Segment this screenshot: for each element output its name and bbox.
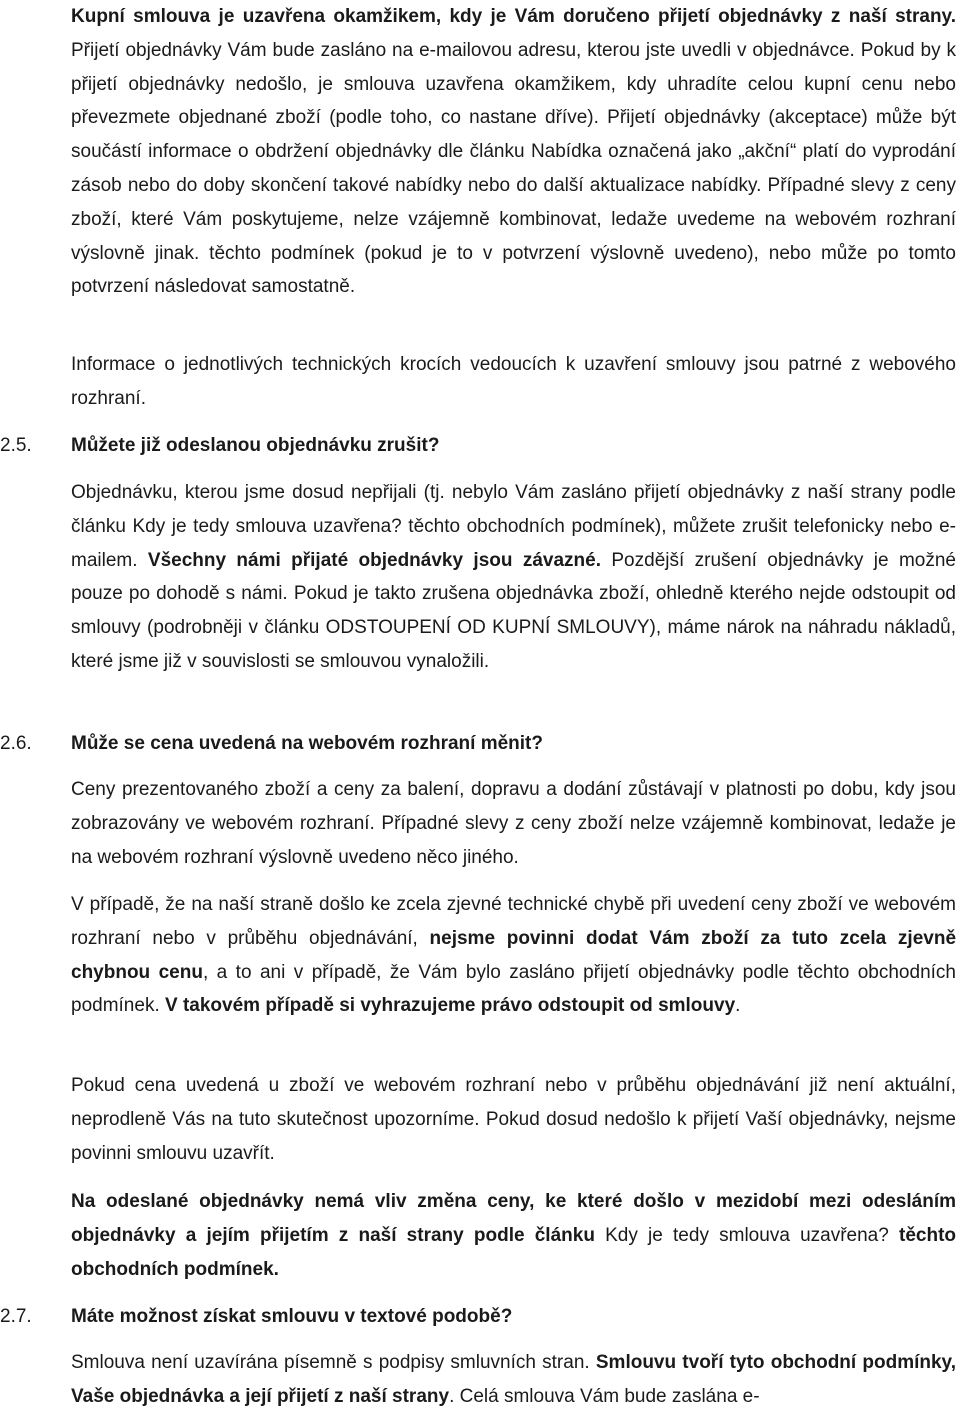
text: Smlouva není uzavírána písemně s podpisy smluvních stran.	[71, 1352, 596, 1373]
section-number: 2.5.	[0, 435, 32, 456]
paragraph-order-cancellation	[71, 476, 956, 679]
text: Kdy je tedy smlouva uzavřena?	[594, 1224, 899, 1246]
bold-text: Smlouvu tvoří tyto obchodní podmínky, Vaše objednávka a její přijetí z naší strany	[71, 1352, 956, 1407]
section-title: Může se cena uvedená na webovém rozhraní měnit?	[71, 733, 543, 754]
section-title: Můžete již odeslanou objednávku zrušit?	[71, 435, 440, 456]
paragraph-price-outdated: Pokud cena uvedená u zboží ve webovém rozhraní nebo v průběhu objednávání již není aktuální, neprodleně Vás na tuto skutečnost upozorníme. Pokud dosud nedošlo k přijetí Vaší objednávky, nejsme povinni smlouvu uzavřít.	[71, 1075, 956, 1164]
bold-text: těchto obchodních podmínek.	[71, 1224, 956, 1280]
section-title: Máte možnost získat smlouvu v textové podobě?	[71, 1306, 513, 1327]
text: Pozdější zrušení objednávky je možné pouze po dohodě s námi. Pokud je takto zrušena objednávka zboží, ohledně kterého nejde odstoupit od smlouvy (podrobněji v článku ODSTOUPENÍ OD KUPNÍ SMLOUVY), máme nárok na náhradu nákladů, které jsme již v souvislosti se smlouvou vynaložili.	[71, 549, 956, 672]
text: Přijetí objednávky (akceptace) může být součástí informace o obdržení objednávky dle článku Nabídka označená jako „akční“ platí do vyprodání zásob nebo do doby skončení takové nabídky nebo do další aktualizace nabídky. Případné slevy z ceny zboží, které Vám poskytujeme, nelze vzájemně kombinovat, ledaže uvedeme na webovém rozhraní výslovně jinak. těchto podmínek (pokud je to v potvrzení výslovně uvedeno), nebo může po tomto potvrzení následovat samostatně.	[71, 107, 956, 298]
paragraph-contract-conclusion	[71, 0, 956, 304]
paragraph-price-change	[71, 1185, 956, 1286]
paragraph-technical-steps: Informace o jednotlivých technických krocích vedoucích k uzavření smlouvy jsou patrné z webového rozhraní.	[71, 354, 956, 409]
bold-text: Všechny námi přijaté objednávky jsou závazné.	[147, 549, 602, 571]
text: Objednávku, kterou jsme dosud nepřijali (tj. nebylo Vám zasláno přijetí objednávky z naší strany podle článku Kdy je tedy smlouva uzavřena? těchto obchodních podmínek), můžete zrušit telefonicky nebo e-mailem.	[71, 482, 956, 571]
text: , a to ani v případě, že Vám bylo zasláno přijetí objednávky podle těchto obchodních podmínek.	[71, 961, 956, 1017]
bold-text: V takovém případě si vyhrazujeme právo odstoupit od smlouvy	[165, 995, 736, 1017]
paragraph-contract-text-form	[71, 1346, 956, 1414]
text: . Celá smlouva Vám bude zaslána e-	[449, 1385, 760, 1407]
bold-text: nejsme povinni dodat Vám zboží za tuto zcela zjevně chybnou cenu	[71, 927, 957, 983]
bold-text: Kupní smlouva je uzavřena okamžikem, kdy je Vám doručeno přijetí objednávky z naší strany.	[71, 6, 956, 27]
text: Přijetí objednávky Vám bude zasláno na e-mailovou adresu, kterou jste uvedli v objednávce. Pokud by k přijetí objednávky nedošlo, je smlouva uzavřena okamžikem, kdy uhradíte celou kupní cenu nebo převezmete objednané zboží (podle toho, co nastane dříve).	[71, 39, 956, 129]
paragraph-price-error	[71, 888, 956, 1023]
section-number: 2.6.	[0, 733, 32, 754]
text: .	[735, 995, 741, 1017]
bold-text: Na odeslané objednávky nemá vliv změna ceny, ke které došlo v mezidobí mezi odesláním objednávky a jejím přijetím z naší strany podle článku	[71, 1191, 956, 1246]
paragraph-price-validity: Ceny prezentovaného zboží a ceny za balení, dopravu a dodání zůstávají v platnosti po dobu, kdy jsou zobrazovány ve webovém rozhraní. Případné slevy z ceny zboží nelze vzájemně kombinovat, ledaže je na webovém rozhraní výslovně uvedeno něco jiného.	[71, 779, 956, 868]
text: V případě, že na naší straně došlo ke zcela zjevné technické chybě při uvedení ceny zboží ve webovém rozhraní nebo v průběhu objednávání,	[71, 894, 956, 949]
section-number: 2.7.	[0, 1306, 32, 1327]
